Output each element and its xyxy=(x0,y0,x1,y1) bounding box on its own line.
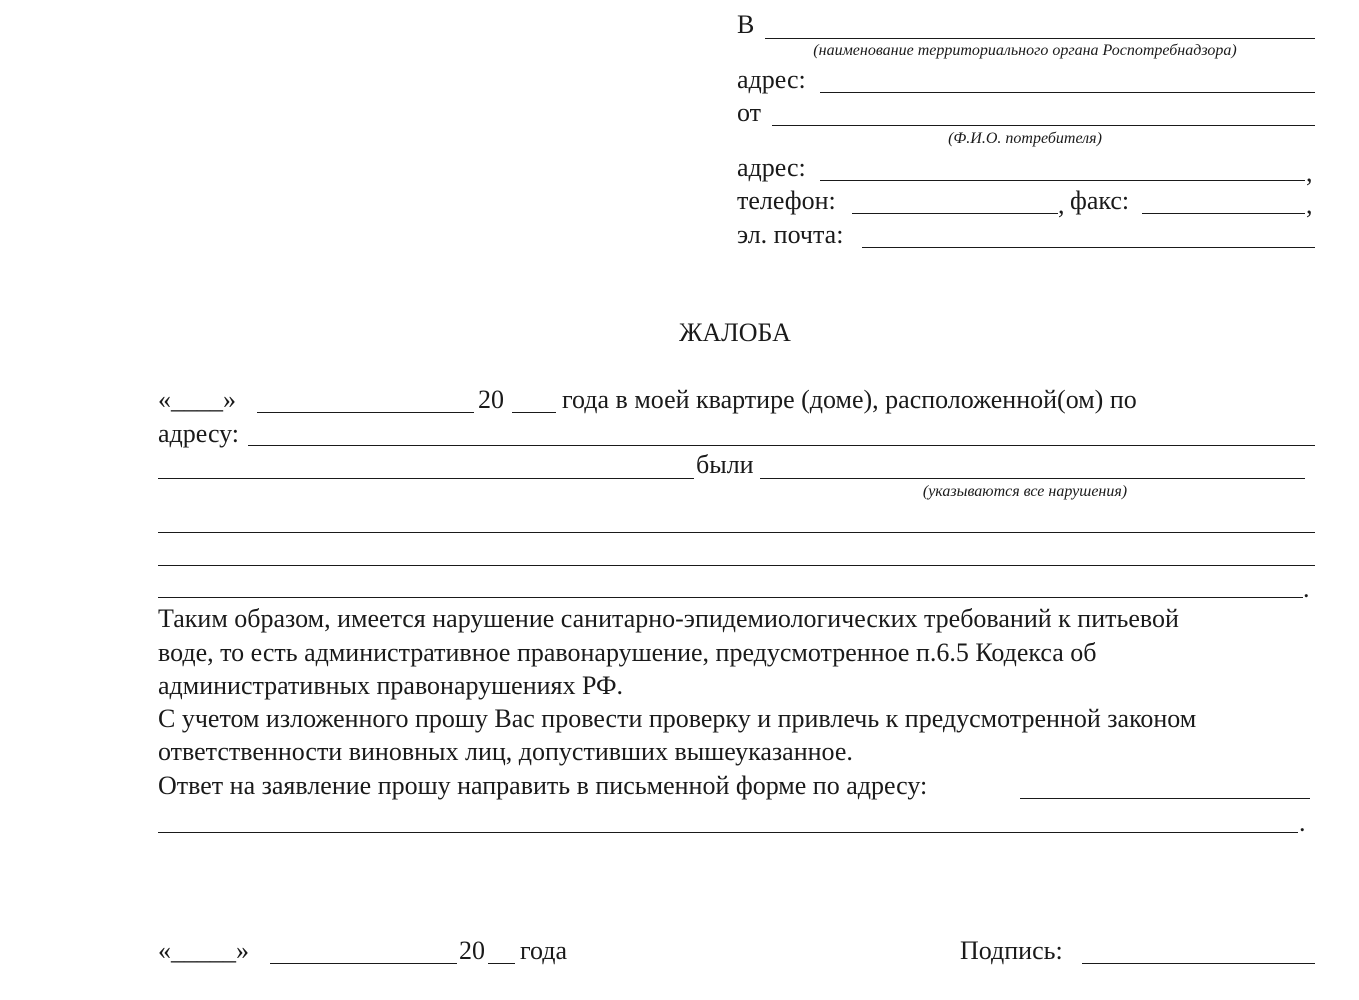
footer-year-word: года xyxy=(520,936,568,965)
fax-field[interactable] xyxy=(1142,213,1305,214)
paragraph1-line3: административных правонарушениях РФ. xyxy=(158,671,624,700)
date-open: «____» xyxy=(158,385,236,414)
paragraph1-line1: Таким образом, имеется нарушение санитарно-эпидемиологических требований к питьевой xyxy=(158,604,1179,633)
were-word: были xyxy=(696,450,754,479)
address2-comma: , xyxy=(1306,158,1313,187)
address-label: адресу: xyxy=(158,419,240,448)
address-field-cont[interactable] xyxy=(158,478,694,479)
reply-address-field-cont[interactable] xyxy=(158,832,1298,833)
address-field[interactable] xyxy=(248,445,1315,446)
paragraph1-line2: воде, то есть административное правонарушение, предусмотренное п.6.5 Кодекса об xyxy=(158,638,1097,667)
address2-field[interactable] xyxy=(820,180,1305,181)
to-label: В xyxy=(737,10,755,39)
address2-label: адрес: xyxy=(737,153,806,182)
fio-field[interactable] xyxy=(772,125,1315,126)
address1-field[interactable] xyxy=(820,92,1315,93)
email-label: эл. почта: xyxy=(737,220,844,249)
footer-year-field[interactable] xyxy=(488,963,515,964)
address1-label: адрес: xyxy=(737,65,806,94)
fio-caption: (Ф.И.О. потребителя) xyxy=(948,130,1102,147)
footer-month-field[interactable] xyxy=(270,963,457,964)
paragraph3-line1: Ответ на заявление прошу направить в письменной форме по адресу: xyxy=(158,771,928,800)
paragraph2-line2: ответственности виновных лиц, допустивших вышеуказанное. xyxy=(158,737,853,766)
signature-label: Подпись: xyxy=(960,936,1063,965)
violations-line-2[interactable] xyxy=(158,565,1315,566)
phone-label: телефон: xyxy=(737,186,836,215)
document-title: ЖАЛОБА xyxy=(679,318,791,347)
year-field[interactable] xyxy=(512,412,556,413)
fax-comma: , xyxy=(1306,190,1313,219)
year-prefix: 20 xyxy=(478,385,504,414)
violations-line-3[interactable] xyxy=(158,597,1303,598)
fax-label: факс: xyxy=(1070,186,1130,215)
phone-field[interactable] xyxy=(852,213,1058,214)
violations-line-1[interactable] xyxy=(158,532,1315,533)
paragraph2-line1: С учетом изложенного прошу Вас провести проверку и привлечь к предусмотренной законом xyxy=(158,704,1197,733)
line1-text: года в моей квартире (доме), расположенной(ом) по xyxy=(562,385,1137,414)
phone-comma: , xyxy=(1058,190,1065,219)
reply-end-dot: . xyxy=(1299,808,1306,837)
signature-field[interactable] xyxy=(1082,963,1315,964)
organ-name-caption: (наименование территориального органа Роспотребнадзора) xyxy=(813,42,1237,59)
from-label: от xyxy=(737,98,762,127)
organ-name-field[interactable] xyxy=(765,38,1315,39)
violations-caption: (указываются все нарушения) xyxy=(922,483,1128,500)
date-month-field[interactable] xyxy=(257,412,474,413)
violations-end-dot: . xyxy=(1303,574,1310,603)
footer-year-prefix: 20 xyxy=(459,936,485,965)
email-field[interactable] xyxy=(862,247,1315,248)
violations-field[interactable] xyxy=(760,478,1305,479)
footer-date-open: «_____» xyxy=(158,936,249,965)
reply-address-field[interactable] xyxy=(1020,798,1310,799)
